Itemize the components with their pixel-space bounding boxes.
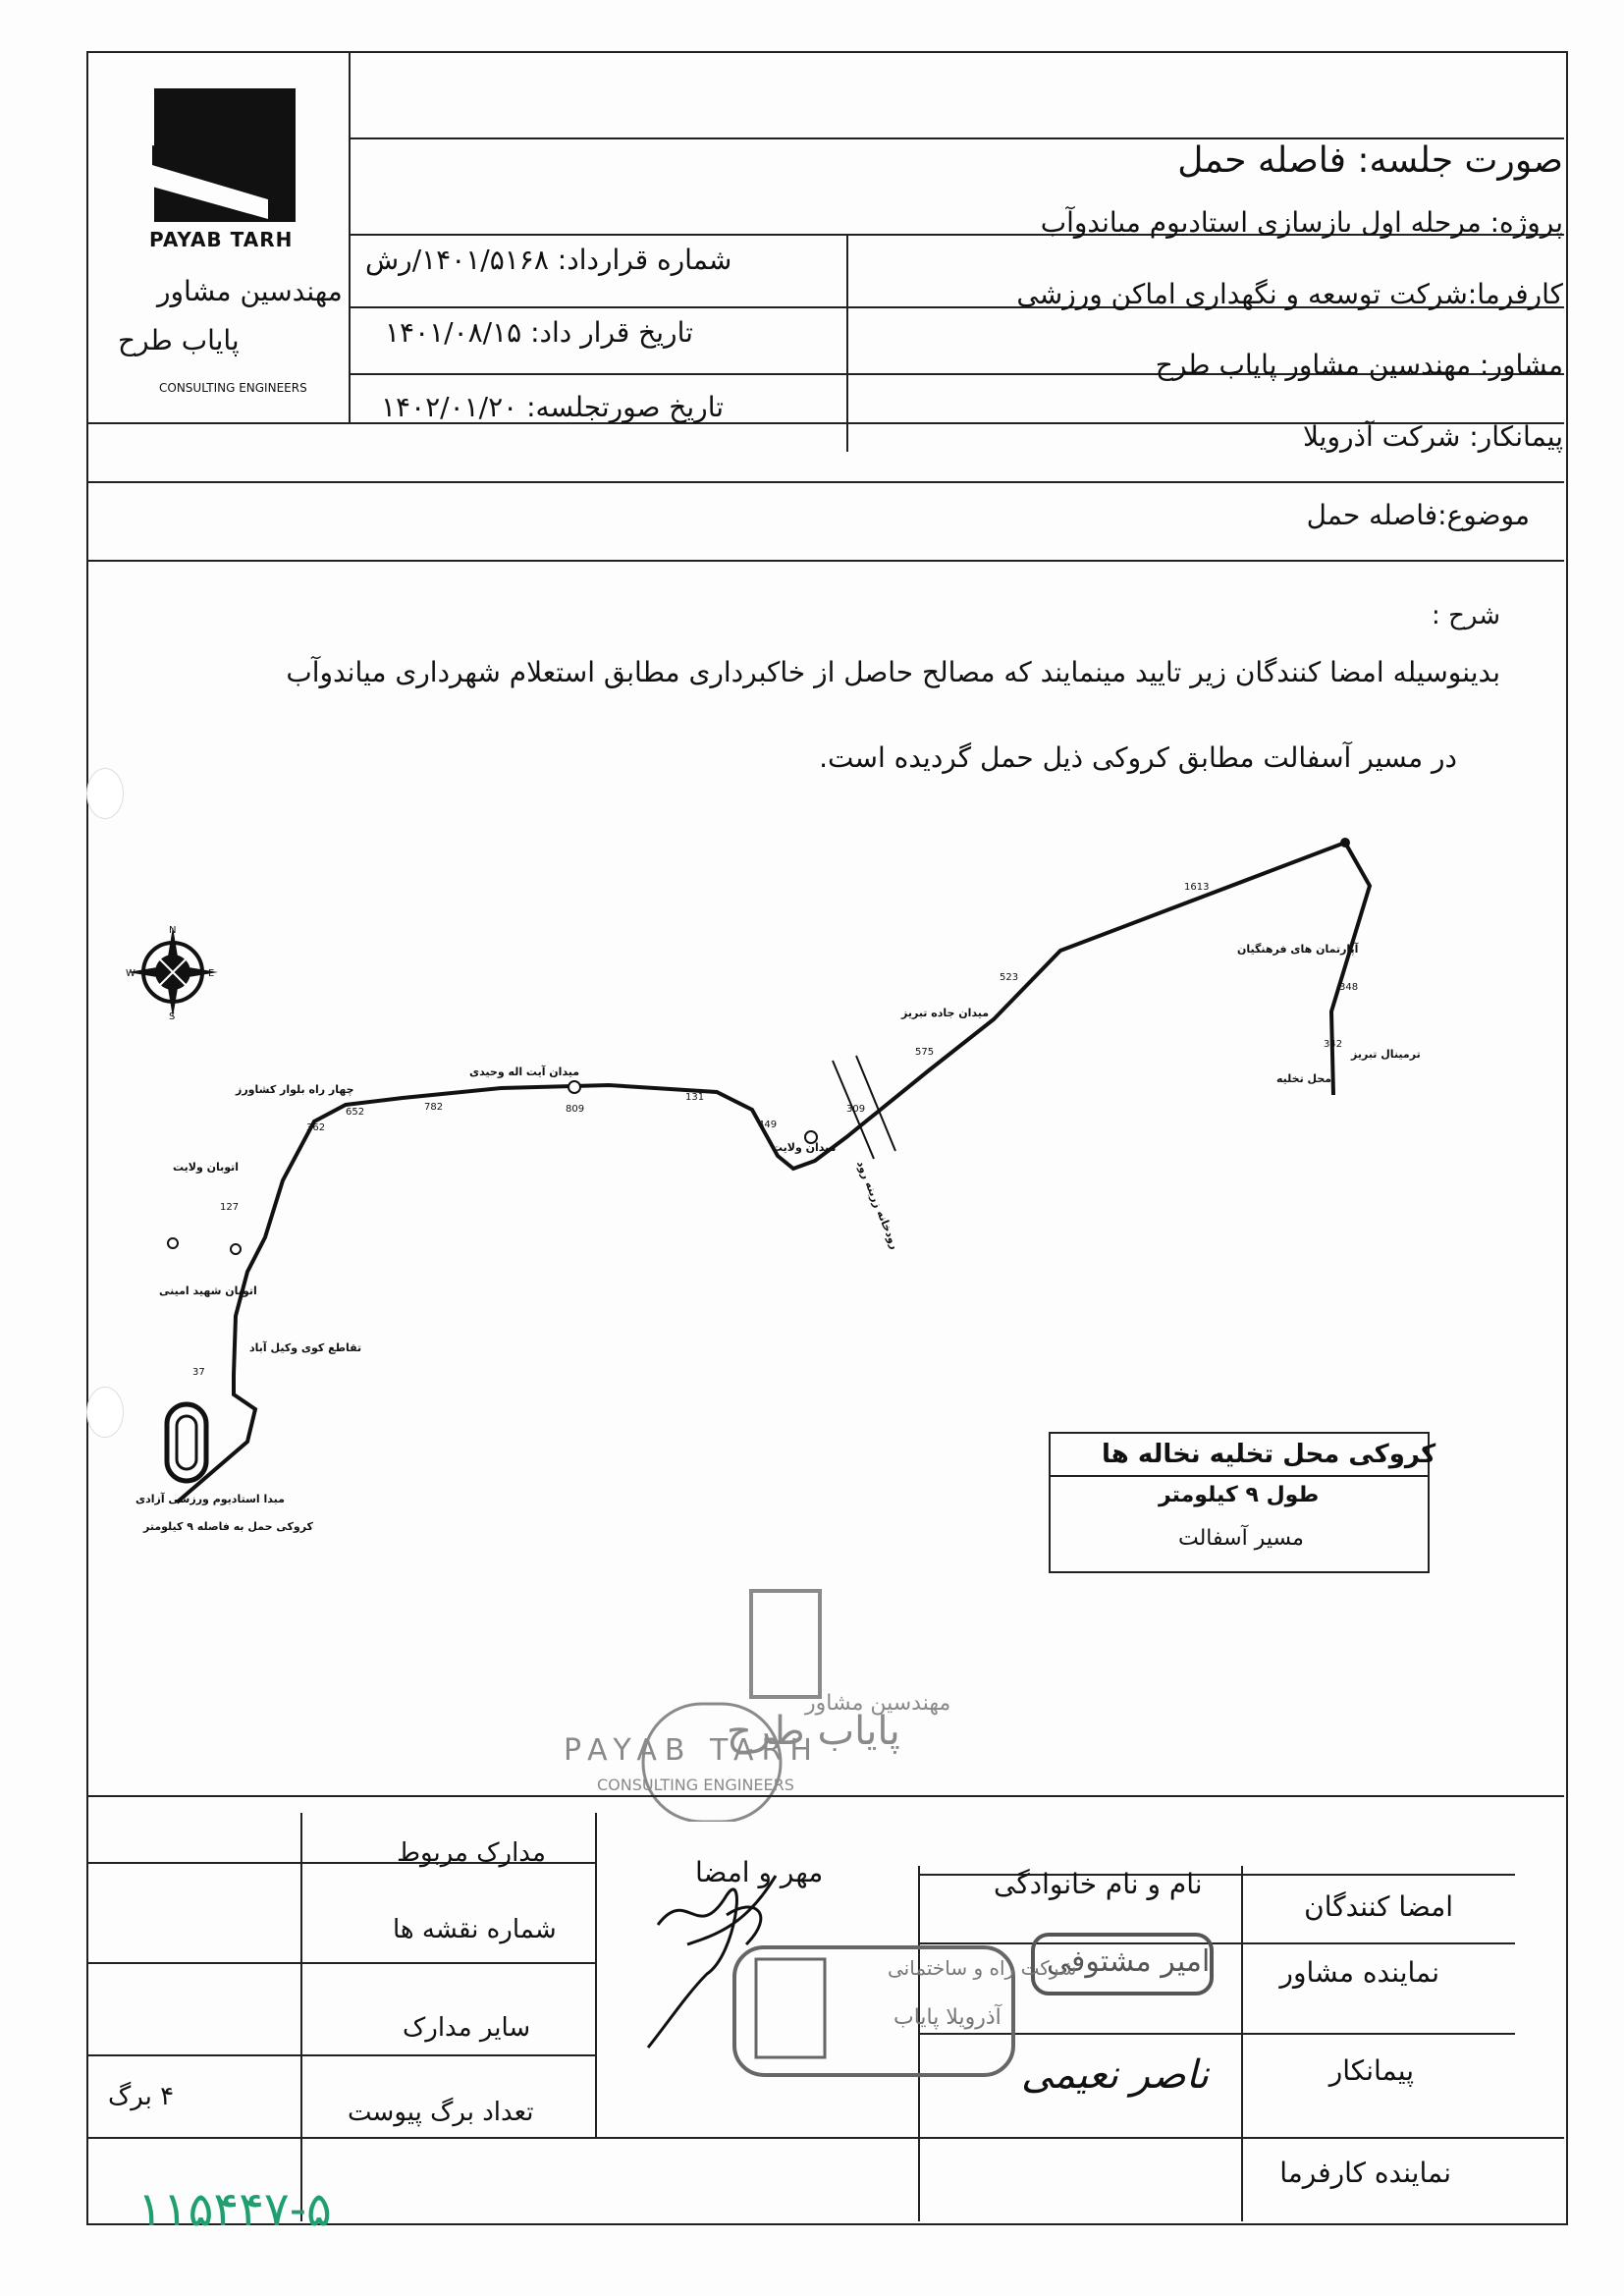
compass-w: W [126,968,135,979]
description-label: شرح : [1432,601,1500,630]
footer-code: ۱۱۵۴۴۷-۵ [137,2182,332,2237]
header-line-6 [86,481,1564,483]
distance-label: 809 [566,1104,585,1115]
logo-brand-en: PAYAB TARH [149,228,294,251]
row-employer: نماینده کارفرما [1279,2157,1451,2189]
contractor-stamp-company: آذرویلا پایاب [893,2005,1001,2030]
row-contractor: پیمانکار [1328,2054,1414,2087]
legend-length: طول ۹ کیلومتر [1159,1483,1320,1507]
distance-label: 342 [1324,1039,1343,1050]
other-docs: سایر مدارک [403,2013,531,2043]
attachments-value: ۴ برگ [108,2082,175,2111]
distance-label: 449 [758,1120,778,1130]
logo-brand-sub: CONSULTING ENGINEERS [159,381,307,395]
route-node-vahidi [568,1081,580,1093]
distance-label: 1613 [1184,882,1210,893]
route-node-amini [231,1244,241,1254]
stamp-line-2: پایاب طرح [727,1709,900,1754]
distance-label: 348 [1339,982,1359,993]
map-label-origin-2: کروکی حمل به فاصله ۹ کیلومتر [143,1520,313,1533]
map-label-tabriz-road-sq: میدان جاده تبریز [901,1007,990,1019]
distance-label: 309 [846,1104,866,1115]
sig-row-3 [86,2054,597,2056]
sig-div-4 [1241,1866,1243,2221]
distance-label: 575 [915,1047,935,1058]
contract-date: تاریخ قرار داد: ۱۴۰۱/۰۸/۱۵ [385,316,693,349]
legend-route: مسیر آسفالت [1178,1526,1304,1551]
distance-label: 523 [1000,972,1019,983]
map-label-origin-1: مبدا استادیوم ورزشی آزادی [135,1493,285,1505]
legend-title: کروکی محل تخلیه نخاله ها [1102,1440,1436,1469]
route-line [177,843,1370,1503]
distance-label: 127 [220,1202,240,1213]
page-title: صورت جلسه: فاصله حمل [1177,140,1563,181]
row-consultant: نماینده مشاور [1279,1956,1439,1989]
header-line-1 [349,137,1564,139]
stamp-line-3: PAYAB TARH [564,1733,820,1768]
map-label-dump-site: محل تخلیه [1276,1072,1332,1085]
route-node-velayat-blvd [168,1238,178,1248]
compass-s: S [169,1011,176,1022]
map-label-zarrineh: رودخانه زرینه رود [853,1159,902,1251]
stadium-origin-icon [167,1404,206,1481]
logo-brand-fa-2: پایاب طرح [118,324,240,356]
contractor-label: پیمانکار: شرکت آذرویلا [1302,420,1563,453]
route-end-marker [1340,838,1350,847]
map-label-tabriz-terminal: ترمینال تبریز [1351,1048,1421,1061]
employer-label: کارفرما:شرکت توسعه و نگهداری اماکن ورزشی [1016,278,1563,310]
compass-icon [128,927,218,1017]
legend-divider [1049,1475,1428,1477]
stamp-line-1: مهندسین مشاور [805,1691,951,1716]
related-docs: مدارک مربوط [397,1838,546,1868]
minutes-date: تاریخ صورتجلسه: ۱۴۰۲/۰۱/۲۰ [381,391,725,423]
map-label-apartments: آپارتمان های فرهنگیان [1237,943,1359,956]
distance-label: 652 [346,1107,365,1118]
sig-div-1 [300,1813,302,2221]
contractor-signature: ناصر نعیمی [1021,2052,1210,2098]
contractor-stamp-name: امیر مشتوفی [1047,1944,1211,1979]
distance-label: 37 [192,1367,205,1378]
logo-divider [349,51,351,422]
logo-mark-icon [152,86,298,224]
col-signatories: امضا کنندگان [1304,1890,1453,1923]
consultant-label: مشاور: مهندسین مشاور پایاب طرح [1155,349,1563,381]
sig-row-4 [86,2137,1564,2139]
subject: موضوع:فاصله حمل [1306,499,1530,531]
description-line-1: بدینوسیله امضا کنندگان زیر تایید مینمایند که مصالح حاصل از خاکبرداری مطابق استعلام شهرداری میاندوآب [286,656,1500,688]
header-mid-divider [846,234,848,452]
attachments-label: تعداد برگ پیوست [348,2098,534,2127]
distance-label: 782 [424,1102,444,1113]
map-label-amini-blvd: اتوبان شهید امینی [159,1285,257,1297]
col-stamp: مهر و امضا [695,1856,824,1888]
map-label-velayat-sq: میدان ولایت [772,1141,837,1154]
contract-number: شماره قرارداد: ۱۴۰۱/۵۱۶۸/رش [365,244,732,276]
map-numbers: شماره نقشه ها [393,1915,557,1944]
stamp-line-4: CONSULTING ENGINEERS [597,1776,794,1794]
map-label-vahidi-sq: میدان آیت اله وحیدی [469,1066,580,1078]
distance-label: 131 [685,1092,705,1103]
map-label-velayat-blvd: اتوبان ولایت [173,1161,240,1174]
project-label: پروژه: مرحله اول بازسازی استادیوم میاندوآب [1040,206,1563,239]
col-name: نام و نام خانوادگی [994,1868,1203,1900]
compass-n: N [169,925,177,936]
distance-label: 362 [306,1122,326,1133]
contractor-stamp-line: شرکت راه و ساختمانی [888,1956,1077,1980]
logo-brand-fa-1: مهندسین مشاور [157,275,343,307]
punch-hole-bottom [86,1387,124,1438]
sig-row-2 [86,1962,597,1964]
subject-line [86,560,1564,562]
map-label-four-way: چهار راه بلوار کشاورز [236,1083,354,1096]
compass-e: E [208,968,215,979]
sig-top-line [86,1795,1564,1797]
map-label-keshavarz: تقاطع کوی وکیل آباد [249,1341,362,1354]
description-line-2: در مسیر آسفالت مطابق کروکی ذیل حمل گردیده است. [819,741,1457,774]
punch-hole-top [86,768,124,819]
